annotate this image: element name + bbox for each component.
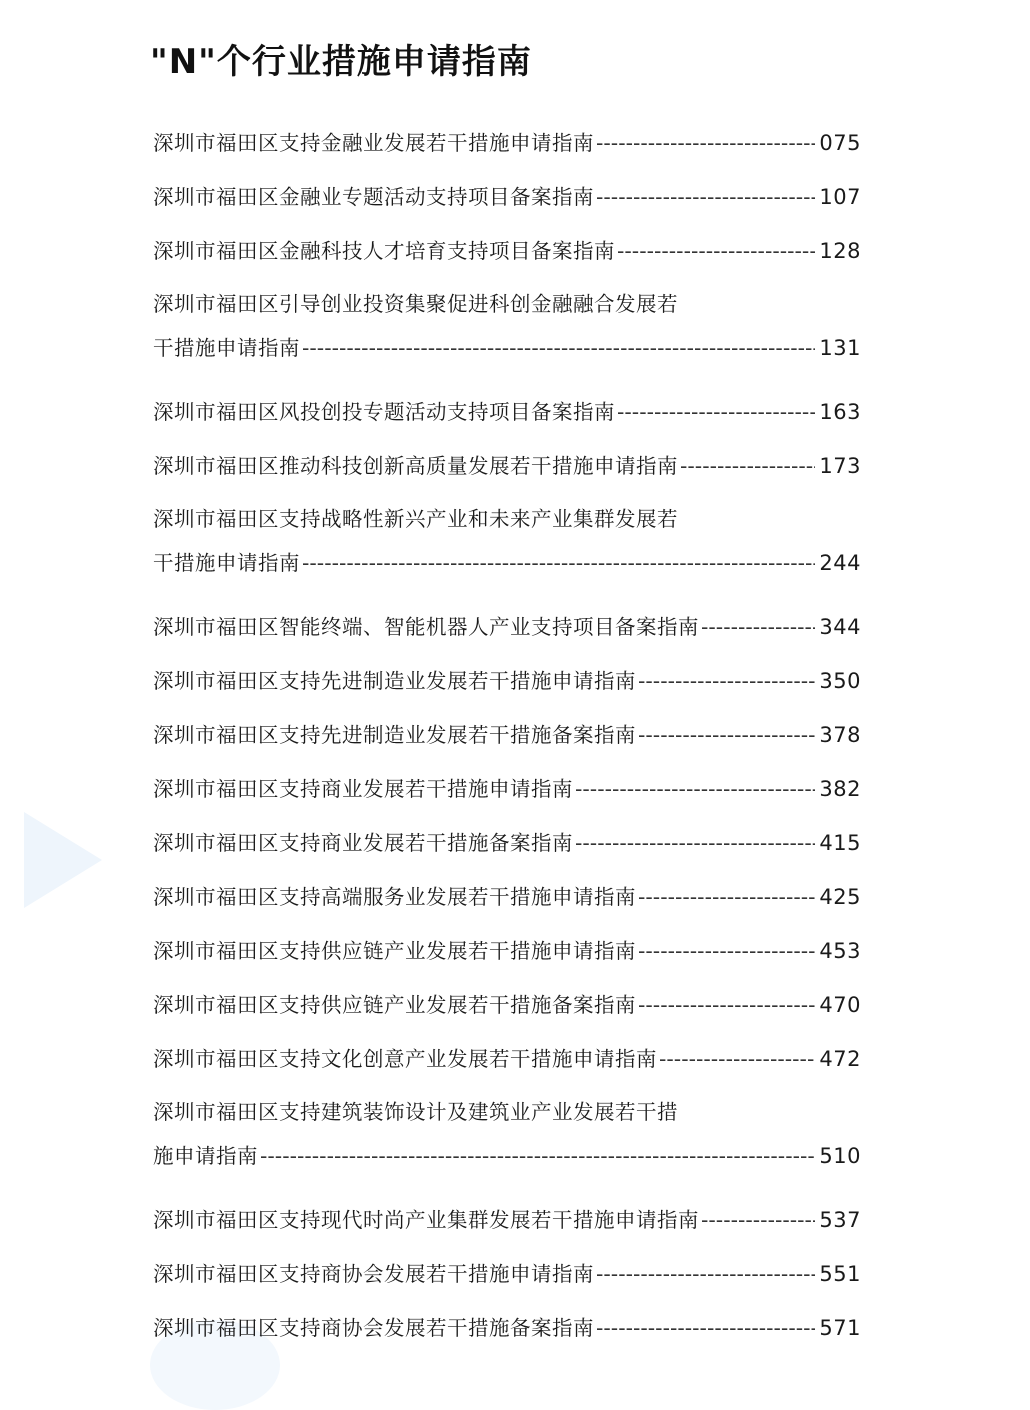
toc-page-number: 350 [819,669,861,693]
toc-entry-title: 深圳市福田区推动科技创新高质量发展若干措施申请指南 [153,454,678,478]
toc-dot-leader [596,1251,815,1297]
page-title: "N"个行业措施申请指南 [150,42,532,82]
toc-page-number: 107 [819,185,861,209]
toc-entry[interactable] [153,604,861,658]
toc-entry[interactable] [153,820,861,874]
toc-entry-line [153,174,861,220]
toc-entry[interactable] [153,1036,861,1090]
toc-entry-line [153,820,861,866]
toc-entry-title: 深圳市福田区支持高端服务业发展若干措施申请指南 [153,885,636,909]
toc-page-number: 472 [819,1047,861,1071]
toc-entry[interactable] [153,766,861,820]
toc-entry-title: 深圳市福田区金融科技人才培育支持项目备案指南 [153,239,615,263]
toc-page-number: 453 [819,939,861,963]
toc-page-number: 470 [819,993,861,1017]
toc-dot-leader [680,443,815,489]
toc-page-number: 571 [819,1316,861,1340]
toc-dot-leader [701,1197,815,1243]
toc-entry-title: 深圳市福田区支持供应链产业发展若干措施备案指南 [153,993,636,1017]
toc-page-number: 075 [819,131,861,155]
toc-dot-leader [617,228,815,274]
toc-entry[interactable] [153,712,861,766]
toc-entry[interactable] [153,443,861,497]
toc-entry[interactable] [153,982,861,1036]
toc-entry-title-line1: 深圳市福田区支持建筑装饰设计及建筑业产业发展若干措 [153,1100,678,1124]
toc-entry-title: 深圳市福田区支持商协会发展若干措施备案指南 [153,1316,594,1340]
table-of-contents [153,120,861,1359]
toc-dot-leader [302,326,815,370]
toc-entry[interactable] [153,1251,861,1305]
toc-entry-title: 深圳市福田区支持金融业发展若干措施申请指南 [153,131,594,155]
toc-dot-leader [638,712,815,758]
toc-page-number: 163 [819,400,861,424]
toc-entry-line [153,658,861,704]
toc-entry[interactable] [153,874,861,928]
toc-dot-leader [260,1134,815,1178]
toc-entry-line [153,928,861,974]
toc-dot-leader [701,604,815,650]
toc-entry-line [153,326,861,370]
toc-entry-line [153,443,861,489]
toc-entry-title: 深圳市福田区支持文化创意产业发展若干措施申请指南 [153,1047,657,1071]
toc-page-number: 131 [819,336,861,360]
toc-dot-leader [302,541,815,585]
toc-entry[interactable] [153,174,861,228]
toc-dot-leader [638,874,815,920]
toc-entry-title: 深圳市福田区支持商业发展若干措施备案指南 [153,831,573,855]
toc-entry-title: 深圳市福田区支持现代时尚产业集群发展若干措施申请指南 [153,1208,699,1232]
toc-entry-line [153,712,861,758]
toc-entry-line [153,766,861,812]
toc-entry-line [153,874,861,920]
toc-entry-line [153,389,861,435]
toc-page-number: 551 [819,1262,861,1286]
toc-page-number: 128 [819,239,861,263]
toc-entry-title: 干措施申请指南 [153,336,300,360]
toc-dot-leader [638,658,815,704]
toc-dot-leader [596,120,815,166]
toc-dot-leader [659,1036,815,1082]
toc-entry[interactable] [153,497,861,604]
toc-entry-title: 深圳市福田区支持先进制造业发展若干措施备案指南 [153,723,636,747]
toc-entry[interactable] [153,228,861,282]
toc-dot-leader [638,928,815,974]
toc-entry-line [153,120,861,166]
toc-page-number: 415 [819,831,861,855]
toc-dot-leader [638,982,815,1028]
toc-page-number: 173 [819,454,861,478]
toc-entry-title: 深圳市福田区支持商业发展若干措施申请指南 [153,777,573,801]
toc-entry-line [153,541,861,585]
toc-entry[interactable] [153,1090,861,1197]
toc-dot-leader [617,389,815,435]
toc-dot-leader [596,1305,815,1351]
toc-entry-line [153,1197,861,1243]
toc-dot-leader [575,766,815,812]
background-arrow-shape [24,812,102,908]
toc-page-number: 382 [819,777,861,801]
toc-entry[interactable] [153,120,861,174]
toc-entry-title: 深圳市福田区支持商协会发展若干措施申请指南 [153,1262,594,1286]
toc-entry-line [153,1134,861,1178]
toc-entry-line [153,228,861,274]
toc-page-number: 344 [819,615,861,639]
toc-page-number: 244 [819,551,861,575]
toc-entry-title: 深圳市福田区金融业专题活动支持项目备案指南 [153,185,594,209]
toc-entry[interactable] [153,1305,861,1359]
toc-entry[interactable] [153,282,861,389]
toc-entry-title: 干措施申请指南 [153,551,300,575]
toc-entry[interactable] [153,389,861,443]
toc-entry[interactable] [153,658,861,712]
toc-entry-title: 深圳市福田区智能终端、智能机器人产业支持项目备案指南 [153,615,699,639]
toc-entry-line [153,982,861,1028]
toc-entry-line [153,1036,861,1082]
toc-entry[interactable] [153,1197,861,1251]
toc-dot-leader [575,820,815,866]
toc-entry-title: 施申请指南 [153,1144,258,1168]
toc-entry-title: 深圳市福田区支持供应链产业发展若干措施申请指南 [153,939,636,963]
toc-entry-title: 深圳市福田区支持先进制造业发展若干措施申请指南 [153,669,636,693]
toc-page-number: 537 [819,1208,861,1232]
toc-entry[interactable] [153,928,861,982]
toc-dot-leader [596,174,815,220]
toc-page-number: 378 [819,723,861,747]
toc-page-number: 510 [819,1144,861,1168]
toc-entry-line [153,604,861,650]
toc-entry-title-line1: 深圳市福田区引导创业投资集聚促进科创金融融合发展若 [153,292,678,316]
toc-entry-title: 深圳市福田区风投创投专题活动支持项目备案指南 [153,400,615,424]
toc-entry-title-line1: 深圳市福田区支持战略性新兴产业和未来产业集群发展若 [153,507,678,531]
toc-entry-line [153,1305,861,1351]
toc-page-number: 425 [819,885,861,909]
toc-entry-line [153,1251,861,1297]
